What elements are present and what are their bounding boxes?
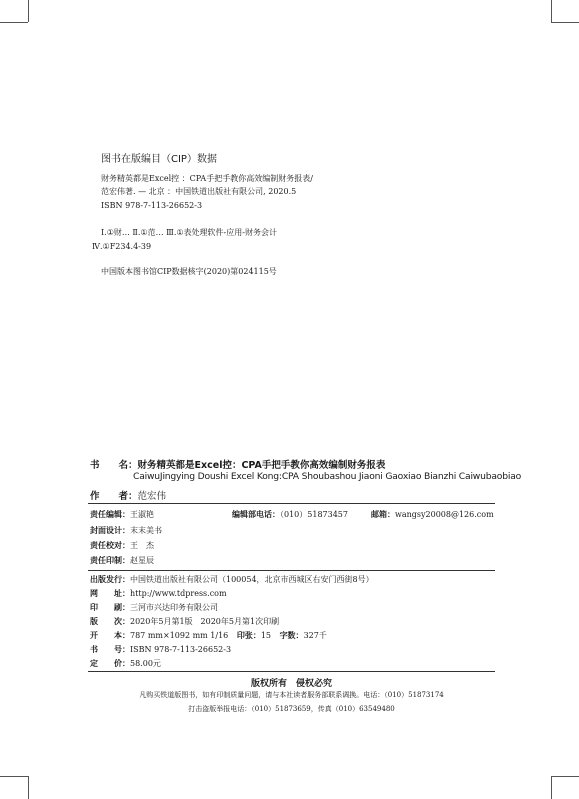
price-label: 定 价：: [90, 659, 130, 668]
phone-label: 编辑部电话：: [232, 510, 280, 519]
cip-line: 财务精英都是Excel控 ：CPA手把手教你高效编制财务报表/: [101, 174, 313, 183]
edition: 2020年5月第1版 2020年5月第1次印刷: [130, 617, 280, 626]
book-title: 财务精英都是Excel控：CPA手把手教你高效编制财务报表: [137, 460, 386, 471]
printer-row: [90, 602, 218, 613]
crop-mark: [28, 776, 29, 799]
crop-mark: [0, 22, 28, 23]
divider: [88, 570, 495, 571]
cip-line: 范宏伟著. — 北京 ：中国铁道出版社有限公司, 2020.5: [101, 187, 297, 196]
words: 327千: [303, 631, 327, 640]
proofreader: 王 杰: [130, 541, 154, 550]
editor: 王淑艳: [130, 510, 154, 519]
email: wangsy20008@126.com: [395, 510, 494, 519]
publisher-label: 出版发行：: [90, 575, 130, 584]
phone: （010）51873457: [280, 510, 348, 519]
cip-line: Ⅳ.①F234.4-39: [92, 242, 152, 251]
proof-label: 责任校对：: [90, 541, 130, 550]
piracy-notice: 打击盗版举报电话：（010）51873659，传真（010）63549480: [188, 705, 395, 713]
format: 787 mm×1092 mm 1/16: [130, 631, 229, 640]
isbn: ISBN 978-7-113-26652-3: [130, 645, 232, 654]
quality-notice: 凡购买铁道版图书，如有印制质量问题，请与本社读者服务部联系调换。电话：（010）51873174: [139, 691, 444, 699]
cover-designer: 末末美书: [130, 526, 162, 535]
crop-mark: [551, 776, 579, 777]
crop-mark: [551, 0, 552, 22]
cip-line: Ⅰ.①财… Ⅱ.①范… Ⅲ.①表处理软件-应用-财务会计: [101, 228, 277, 237]
email-row: [371, 509, 494, 520]
title-label: 书 名：: [90, 460, 138, 471]
edition-label: 版 次：: [90, 617, 130, 626]
crop-mark: [0, 776, 28, 777]
price: 58.00元: [130, 659, 161, 668]
editor-row: [90, 509, 154, 520]
publisher-row: [90, 574, 374, 585]
book-pinyin: CaiwuJingying Doushi Excel Kong:CPA Shoubashou Jiaoni Gaoxiao Bianzhi Caiwubaobiao: [133, 471, 522, 482]
rights-notice: 版权所有 侵权必究: [250, 679, 332, 689]
format-row: [90, 630, 327, 641]
phone-row: [232, 509, 348, 520]
isbn-label: 书 号：: [90, 645, 130, 654]
printer-label: 印 刷：: [90, 603, 130, 612]
author: 范宏伟: [137, 491, 167, 502]
crop-mark: [28, 0, 29, 22]
email-label: 邮箱：: [371, 510, 395, 519]
cip-line: ISBN 978-7-113-26652-3: [101, 201, 203, 210]
cover-row: [90, 525, 162, 536]
author-row: [90, 488, 166, 502]
site-label: 网 址：: [90, 589, 130, 598]
divider: [88, 503, 495, 504]
isbn-row: [90, 644, 231, 655]
author-label: 作 者：: [90, 491, 138, 502]
sheets: 15: [260, 631, 272, 640]
print-label: 责任印制：: [90, 556, 130, 565]
printer: 三河市兴达印务有限公司: [130, 603, 218, 612]
proof-row: [90, 540, 154, 551]
site: http://www.tdpress.com: [130, 589, 227, 598]
crop-mark: [551, 776, 552, 799]
format-label: 开 本：: [90, 631, 130, 640]
cip-heading: 图书在版编目（CIP）数据: [101, 154, 217, 165]
words-label: 字数：: [279, 631, 304, 640]
crop-mark: [551, 22, 579, 23]
cover-label: 封面设计：: [90, 526, 130, 535]
divider: [88, 671, 495, 672]
edition-row: [90, 616, 279, 627]
cip-line: 中国版本图书馆CIP数据核字(2020)第024115号: [101, 267, 277, 276]
site-row: [90, 588, 227, 599]
editor-label: 责任编辑：: [90, 510, 130, 519]
publisher: 中国铁道出版社有限公司（100054，北京市西城区右安门西街8号）: [130, 575, 374, 584]
sheets-label: 印张：: [236, 631, 261, 640]
print-manager: 赵星辰: [130, 556, 154, 565]
price-row: [90, 658, 161, 669]
print-row: [90, 555, 154, 566]
book-title-row: [90, 457, 385, 471]
